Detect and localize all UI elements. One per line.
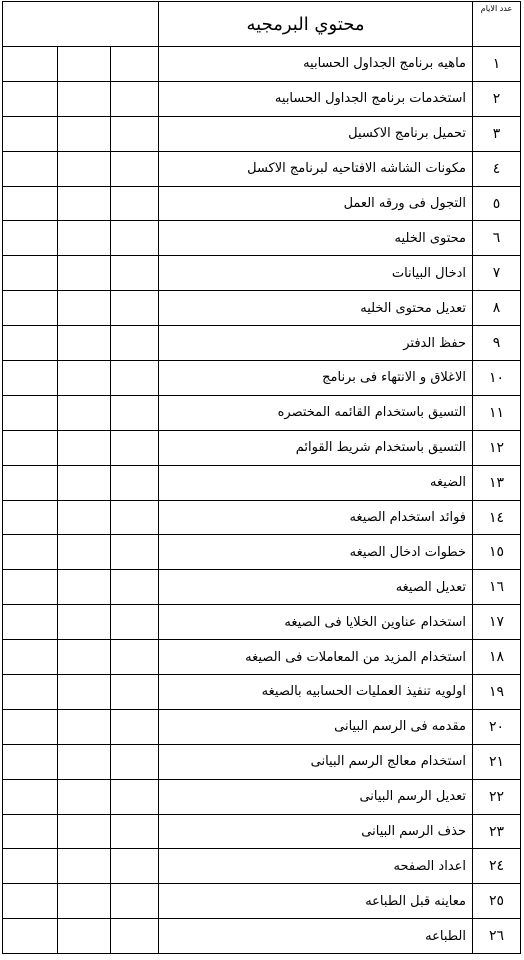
empty-cell bbox=[3, 640, 58, 675]
empty-cell bbox=[111, 849, 159, 884]
empty-cell bbox=[58, 500, 111, 535]
empty-cell bbox=[111, 919, 159, 954]
empty-cell bbox=[58, 919, 111, 954]
table-row bbox=[3, 326, 521, 361]
lesson-number: ٢ bbox=[473, 81, 521, 116]
lesson-title: التسيق باستخدام القائمه المختصره bbox=[159, 395, 473, 430]
empty-cell bbox=[3, 81, 58, 116]
lesson-title: الطباعه bbox=[159, 919, 473, 954]
lesson-number: ١ bbox=[473, 47, 521, 82]
lesson-number: ١٨ bbox=[473, 640, 521, 675]
empty-cell bbox=[111, 361, 159, 396]
empty-cell bbox=[3, 535, 58, 570]
empty-cell bbox=[3, 361, 58, 396]
table-row bbox=[3, 47, 521, 82]
lesson-title: تعديل الصيغه bbox=[159, 570, 473, 605]
empty-cell bbox=[58, 675, 111, 710]
lesson-title: خطوات ادخال الصيغه bbox=[159, 535, 473, 570]
table-row bbox=[3, 186, 521, 221]
empty-cell bbox=[111, 47, 159, 82]
table-row bbox=[3, 814, 521, 849]
header-empty-cell bbox=[3, 2, 159, 47]
lesson-title: تعديل الرسم البيانى bbox=[159, 779, 473, 814]
empty-cell bbox=[58, 814, 111, 849]
curriculum-table-body bbox=[3, 2, 521, 954]
lesson-number: ١٠ bbox=[473, 361, 521, 396]
lesson-title: حفظ الدفتر bbox=[159, 326, 473, 361]
empty-cell bbox=[58, 395, 111, 430]
table-row bbox=[3, 675, 521, 710]
lesson-title: ماهيه برنامج الجداول الحسابيه bbox=[159, 47, 473, 82]
lesson-number: ٧ bbox=[473, 256, 521, 291]
empty-cell bbox=[111, 570, 159, 605]
empty-cell bbox=[3, 465, 58, 500]
empty-cell bbox=[111, 326, 159, 361]
empty-cell bbox=[58, 744, 111, 779]
lesson-number: ٥ bbox=[473, 186, 521, 221]
lesson-title: ادخال البيانات bbox=[159, 256, 473, 291]
empty-cell bbox=[58, 779, 111, 814]
empty-cell bbox=[111, 605, 159, 640]
table-row bbox=[3, 256, 521, 291]
empty-cell bbox=[111, 814, 159, 849]
empty-cell bbox=[3, 395, 58, 430]
lesson-title: اولويه تنفيذ العمليات الحسابيه بالصيغه bbox=[159, 675, 473, 710]
lesson-number: ٢٦ bbox=[473, 919, 521, 954]
lesson-number: ٣ bbox=[473, 116, 521, 151]
empty-cell bbox=[3, 849, 58, 884]
lesson-title: استخدام المزيد من المعاملات فى الصيغه bbox=[159, 640, 473, 675]
empty-cell bbox=[3, 430, 58, 465]
table-row bbox=[3, 500, 521, 535]
table-row bbox=[3, 535, 521, 570]
empty-cell bbox=[111, 709, 159, 744]
empty-cell bbox=[111, 675, 159, 710]
lesson-title: التسيق باستخدام شريط القوائم bbox=[159, 430, 473, 465]
table-row bbox=[3, 744, 521, 779]
lesson-title: حذف الرسم البيانى bbox=[159, 814, 473, 849]
empty-cell bbox=[3, 919, 58, 954]
table-row bbox=[3, 221, 521, 256]
lesson-title: استخدام معالج الرسم البيانى bbox=[159, 744, 473, 779]
empty-cell bbox=[58, 47, 111, 82]
curriculum-table bbox=[2, 1, 521, 954]
table-row bbox=[3, 291, 521, 326]
lesson-title: معاينه قبل الطباعه bbox=[159, 884, 473, 919]
empty-cell bbox=[58, 640, 111, 675]
empty-cell bbox=[111, 186, 159, 221]
lesson-number: ٢٥ bbox=[473, 884, 521, 919]
empty-cell bbox=[58, 884, 111, 919]
lesson-title: مقدمه فى الرسم البيانى bbox=[159, 709, 473, 744]
table-row bbox=[3, 151, 521, 186]
empty-cell bbox=[58, 326, 111, 361]
empty-cell bbox=[3, 709, 58, 744]
empty-cell bbox=[111, 116, 159, 151]
empty-cell bbox=[111, 744, 159, 779]
empty-cell bbox=[111, 640, 159, 675]
empty-cell bbox=[58, 81, 111, 116]
empty-cell bbox=[3, 326, 58, 361]
empty-cell bbox=[58, 116, 111, 151]
empty-cell bbox=[58, 605, 111, 640]
empty-cell bbox=[111, 430, 159, 465]
empty-cell bbox=[58, 709, 111, 744]
table-row bbox=[3, 605, 521, 640]
table-row bbox=[3, 395, 521, 430]
lesson-number: ٢٤ bbox=[473, 849, 521, 884]
empty-cell bbox=[3, 291, 58, 326]
table-row bbox=[3, 116, 521, 151]
table-row bbox=[3, 640, 521, 675]
days-count-header: عدد الايام bbox=[473, 2, 521, 47]
lesson-title: استخدام عناوين الخلايا فى الصيغه bbox=[159, 605, 473, 640]
lesson-title: تحميل برنامج الاكسيل bbox=[159, 116, 473, 151]
lesson-number: ١٧ bbox=[473, 605, 521, 640]
table-row bbox=[3, 361, 521, 396]
empty-cell bbox=[58, 186, 111, 221]
empty-cell bbox=[3, 186, 58, 221]
empty-cell bbox=[58, 849, 111, 884]
empty-cell bbox=[111, 256, 159, 291]
empty-cell bbox=[111, 221, 159, 256]
table-row bbox=[3, 779, 521, 814]
lesson-number: ٤ bbox=[473, 151, 521, 186]
lesson-number: ٢١ bbox=[473, 744, 521, 779]
empty-cell bbox=[3, 570, 58, 605]
lesson-number: ١٦ bbox=[473, 570, 521, 605]
empty-cell bbox=[111, 465, 159, 500]
lesson-number: ٦ bbox=[473, 221, 521, 256]
empty-cell bbox=[3, 47, 58, 82]
empty-cell bbox=[3, 151, 58, 186]
empty-cell bbox=[58, 361, 111, 396]
empty-cell bbox=[3, 744, 58, 779]
empty-cell bbox=[58, 535, 111, 570]
lesson-number: ٨ bbox=[473, 291, 521, 326]
table-row bbox=[3, 709, 521, 744]
lesson-title: فوائد استخدام الصيغه bbox=[159, 500, 473, 535]
lesson-title: تعديل محتوى الخليه bbox=[159, 291, 473, 326]
empty-cell bbox=[111, 151, 159, 186]
lesson-number: ٢٣ bbox=[473, 814, 521, 849]
empty-cell bbox=[3, 605, 58, 640]
lesson-number: ٩ bbox=[473, 326, 521, 361]
empty-cell bbox=[58, 465, 111, 500]
lesson-number: ١٩ bbox=[473, 675, 521, 710]
lesson-title: استخدمات برنامج الجداول الحسابيه bbox=[159, 81, 473, 116]
empty-cell bbox=[58, 291, 111, 326]
table-row bbox=[3, 919, 521, 954]
lesson-number: ١٥ bbox=[473, 535, 521, 570]
lesson-title: الاغلاق و الانتهاء فى برنامج bbox=[159, 361, 473, 396]
empty-cell bbox=[111, 884, 159, 919]
empty-cell bbox=[111, 500, 159, 535]
empty-cell bbox=[58, 221, 111, 256]
empty-cell bbox=[111, 81, 159, 116]
table-row bbox=[3, 884, 521, 919]
lesson-title: مكونات الشاشه الافتاحيه لبرنامج الاكسل bbox=[159, 151, 473, 186]
table-row bbox=[3, 849, 521, 884]
lesson-title: اعداد الصفحه bbox=[159, 849, 473, 884]
empty-cell bbox=[111, 535, 159, 570]
lesson-number: ١٤ bbox=[473, 500, 521, 535]
table-row bbox=[3, 570, 521, 605]
empty-cell bbox=[3, 675, 58, 710]
empty-cell bbox=[3, 779, 58, 814]
lesson-number: ١٢ bbox=[473, 430, 521, 465]
empty-cell bbox=[3, 221, 58, 256]
table-title: محتوي البرمجيه bbox=[159, 2, 473, 47]
empty-cell bbox=[3, 884, 58, 919]
empty-cell bbox=[3, 500, 58, 535]
empty-cell bbox=[111, 291, 159, 326]
lesson-number: ٢٢ bbox=[473, 779, 521, 814]
table-row bbox=[3, 81, 521, 116]
table-header-row bbox=[3, 2, 521, 47]
empty-cell bbox=[58, 430, 111, 465]
empty-cell bbox=[58, 256, 111, 291]
empty-cell bbox=[58, 570, 111, 605]
lesson-number: ٢٠ bbox=[473, 709, 521, 744]
lesson-title: التجول فى ورقه العمل bbox=[159, 186, 473, 221]
lesson-number: ١١ bbox=[473, 395, 521, 430]
empty-cell bbox=[58, 151, 111, 186]
empty-cell bbox=[111, 395, 159, 430]
empty-cell bbox=[3, 814, 58, 849]
table-row bbox=[3, 430, 521, 465]
lesson-title: الضيغه bbox=[159, 465, 473, 500]
empty-cell bbox=[3, 116, 58, 151]
empty-cell bbox=[3, 256, 58, 291]
lesson-title: محتوى الخليه bbox=[159, 221, 473, 256]
empty-cell bbox=[111, 779, 159, 814]
lesson-number: ١٣ bbox=[473, 465, 521, 500]
table-row bbox=[3, 465, 521, 500]
